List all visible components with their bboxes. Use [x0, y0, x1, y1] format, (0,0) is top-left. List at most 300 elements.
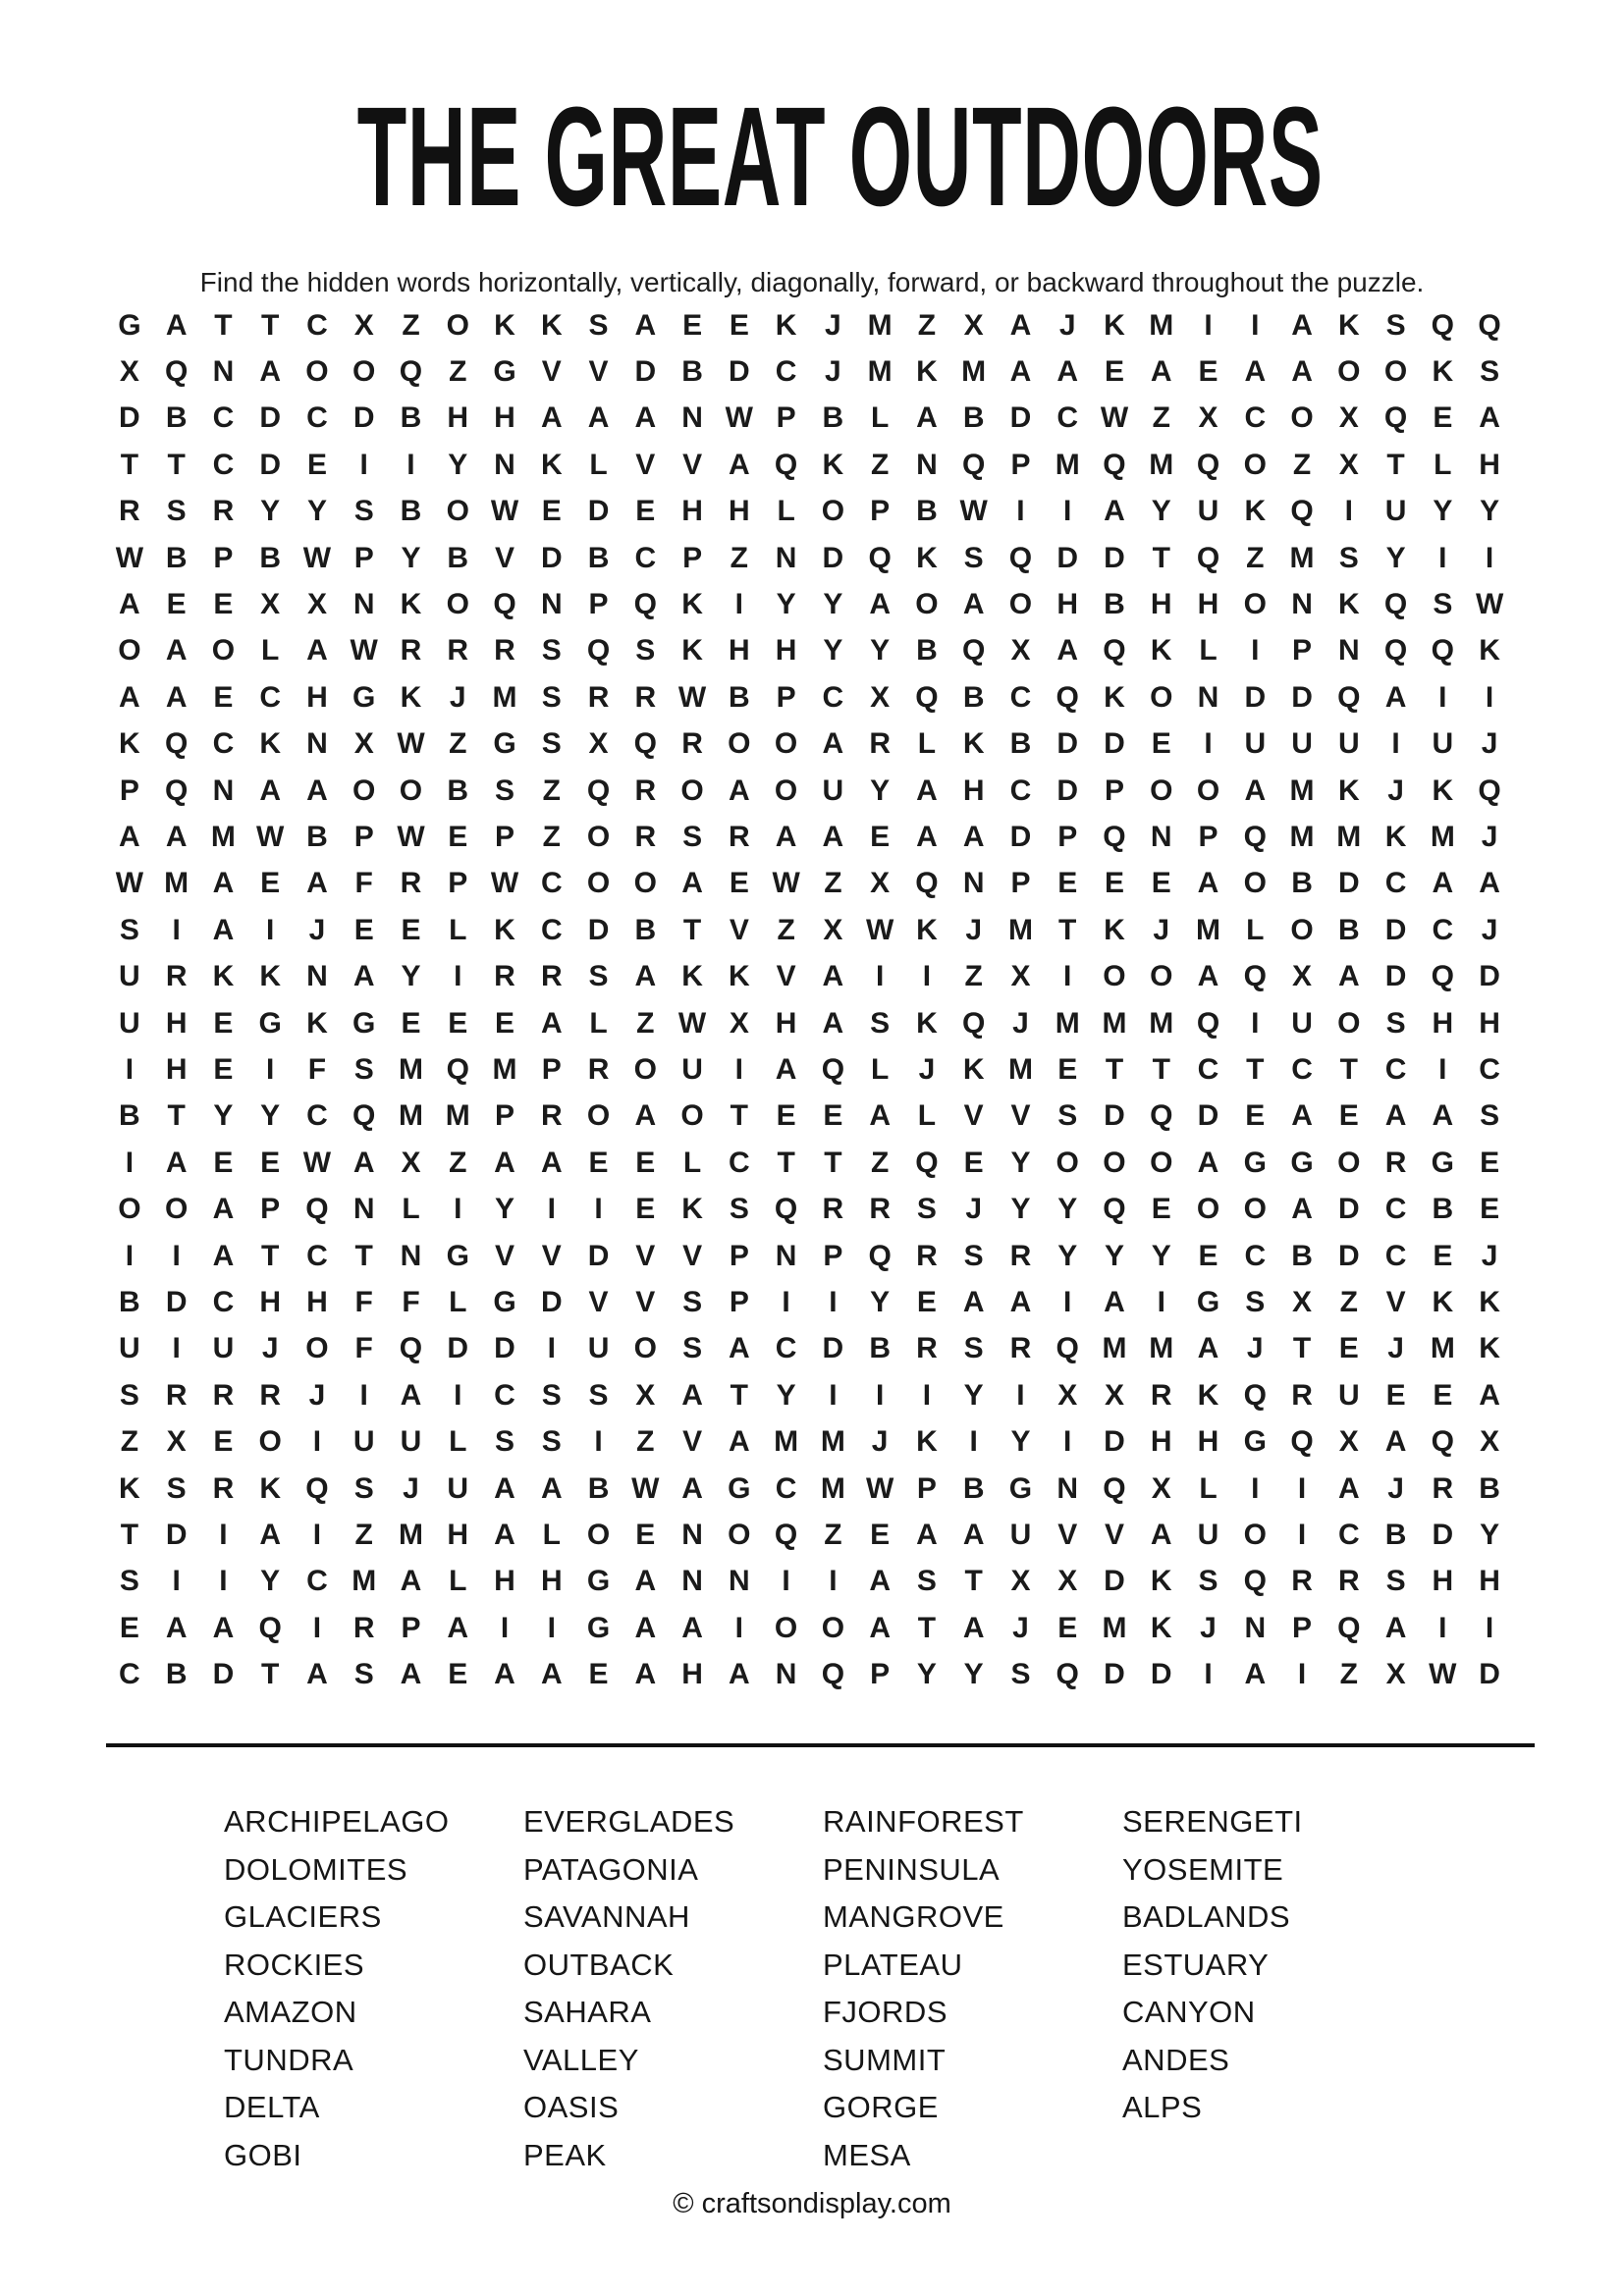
grid-letter: Y [1057, 1193, 1078, 1226]
grid-letter: P [448, 867, 468, 900]
grid-letter: A [119, 680, 140, 714]
grid-letter: C [1384, 1193, 1407, 1226]
grid-letter: A [540, 1006, 563, 1040]
grid-letter: A [306, 774, 328, 807]
grid-letter: O [774, 1611, 798, 1644]
grid-letter: A [681, 1378, 703, 1412]
grid-letter: N [494, 448, 515, 481]
grid-letter: A [1197, 960, 1219, 993]
grid-letter: X [353, 308, 374, 342]
grid-letter: V [729, 913, 749, 946]
grid-letter: M [774, 1425, 799, 1459]
grid-letter: D [822, 541, 844, 574]
grid-letter: Y [306, 495, 327, 528]
grid-letter: H [729, 495, 750, 528]
grid-letter: B [165, 401, 188, 435]
grid-letter: O [1243, 1519, 1267, 1552]
grid-letter: E [213, 1053, 234, 1087]
grid-letter: K [1197, 1378, 1219, 1412]
grid-letter: I [1251, 1006, 1260, 1040]
grid-letter: T [964, 1565, 983, 1598]
grid-letter: X [1385, 1658, 1406, 1691]
grid-letter: A [1150, 1519, 1172, 1552]
grid-letter: A [540, 1471, 563, 1505]
grid-letter: J [825, 308, 841, 342]
grid-letter: L [449, 1565, 467, 1598]
grid-letter: A [259, 355, 282, 389]
grid-letter: A [212, 1611, 235, 1644]
grid-letter: E [963, 1146, 984, 1179]
word-item: ESTUARY [1122, 1947, 1270, 1982]
grid-letter: F [354, 1286, 373, 1319]
grid-letter: D [1056, 774, 1079, 807]
word-item: CANYON [1122, 1995, 1256, 2029]
grid-letter: U [822, 774, 844, 807]
grid-letter: K [1150, 634, 1172, 667]
grid-letter: O [446, 308, 469, 342]
grid-letter: O [399, 774, 423, 807]
grid-letter: Q [1150, 1099, 1173, 1133]
grid-letter: T [682, 913, 702, 946]
grid-letter: V [963, 1099, 984, 1133]
grid-letter: A [634, 308, 657, 342]
grid-letter: H [165, 1053, 188, 1087]
grid-letter: Q [1243, 1378, 1267, 1412]
grid-letter: P [1010, 448, 1031, 481]
grid-letter: A [1009, 308, 1032, 342]
grid-letter: N [1291, 588, 1313, 621]
grid-letter: M [1102, 1332, 1127, 1365]
grid-letter: O [1150, 960, 1173, 993]
grid-letter: Q [586, 774, 611, 807]
grid-letter: I [782, 1565, 790, 1598]
grid-letter: H [1479, 448, 1500, 481]
grid-letter: E [635, 1519, 656, 1552]
grid-letter: P [495, 1099, 515, 1133]
grid-letter: K [1104, 913, 1125, 946]
grid-letter: B [1291, 867, 1313, 900]
grid-letter: E [823, 1099, 843, 1133]
grid-letter: H [1150, 588, 1172, 621]
grid-letter: Y [1151, 495, 1171, 528]
grid-letter: O [728, 727, 751, 761]
grid-letter: H [1197, 1425, 1219, 1459]
grid-letter: U [1244, 727, 1267, 761]
grid-letter: A [916, 821, 938, 854]
word-list-column [523, 1798, 734, 2179]
grid-letter: X [1198, 401, 1218, 435]
grid-letter: T [1292, 1332, 1312, 1365]
grid-letter: O [305, 355, 329, 389]
grid-letter: A [822, 727, 844, 761]
grid-letter: Z [542, 821, 561, 854]
grid-letter: D [634, 355, 657, 389]
grid-letter: E [448, 1006, 468, 1040]
grid-letter: W [302, 1146, 332, 1179]
grid-letter: D [1104, 1099, 1125, 1133]
grid-letter: V [588, 355, 609, 389]
grid-letter: I [219, 1519, 228, 1552]
grid-letter: R [634, 680, 657, 714]
grid-letter: D [1009, 821, 1032, 854]
grid-letter: T [824, 1146, 842, 1179]
grid-letter: U [1009, 1519, 1032, 1552]
grid-letter: X [635, 1378, 656, 1412]
grid-letter: A [306, 867, 328, 900]
grid-letter: D [1479, 1658, 1500, 1691]
grid-letter: X [401, 1146, 421, 1179]
grid-letter: K [494, 308, 515, 342]
grid-letter: E [1433, 401, 1453, 435]
grid-letter: V [635, 1239, 656, 1272]
grid-letter: J [308, 1378, 326, 1412]
grid-letter: N [1337, 634, 1360, 667]
grid-letter: V [682, 1425, 703, 1459]
grid-letter: E [1057, 867, 1078, 900]
grid-letter: S [1385, 308, 1406, 342]
word-item: ROCKIES [224, 1947, 365, 1982]
grid-letter: E [1338, 1099, 1359, 1133]
grid-letter: P [1104, 774, 1124, 807]
grid-letter: K [916, 1006, 938, 1040]
grid-letter: K [1479, 634, 1500, 667]
grid-letter: I [734, 1611, 743, 1644]
grid-letter: A [962, 821, 985, 854]
grid-letter: R [869, 1193, 891, 1226]
grid-letter: R [165, 1378, 188, 1412]
grid-letter: E [213, 1425, 234, 1459]
grid-letter: X [1010, 1565, 1031, 1598]
grid-letter: B [447, 774, 469, 807]
grid-letter: Z [1246, 541, 1265, 574]
grid-letter: A [775, 821, 797, 854]
grid-letter: R [1009, 1239, 1032, 1272]
grid-letter: I [875, 1378, 885, 1412]
grid-letter: I [1063, 1425, 1072, 1459]
grid-letter: H [729, 634, 750, 667]
grid-letter: D [540, 541, 563, 574]
grid-letter: I [312, 1425, 322, 1459]
word-item: YOSEMITE [1122, 1851, 1284, 1887]
grid-letter: A [1479, 867, 1500, 900]
grid-letter: Y [1385, 541, 1406, 574]
grid-letter: M [1149, 448, 1174, 481]
grid-letter: U [1197, 495, 1219, 528]
grid-letter: L [449, 1286, 467, 1319]
grid-letter: K [1432, 774, 1454, 807]
grid-letter: R [352, 1611, 375, 1644]
grid-letter: I [875, 960, 885, 993]
grid-letter: S [541, 727, 562, 761]
grid-letter: E [260, 1146, 281, 1179]
grid-letter: Z [402, 308, 420, 342]
grid-letter: I [500, 1611, 510, 1644]
grid-letter: A [729, 774, 750, 807]
grid-letter: Z [870, 1146, 890, 1179]
grid-letter: A [1104, 495, 1125, 528]
grid-letter: N [681, 1565, 703, 1598]
grid-letter: Q [1103, 1471, 1126, 1505]
grid-letter: H [165, 1006, 188, 1040]
grid-letter: C [634, 541, 657, 574]
grid-letter: S [588, 960, 609, 993]
grid-letter: B [962, 401, 985, 435]
grid-letter: D [587, 495, 610, 528]
grid-letter: L [449, 913, 467, 946]
word-item: TUNDRA [224, 2042, 354, 2077]
grid-letter: K [1104, 680, 1125, 714]
grid-letter: Q [1383, 634, 1408, 667]
grid-letter: P [260, 1193, 281, 1226]
grid-letter: L [1199, 634, 1218, 667]
grid-letter: T [167, 1099, 186, 1133]
grid-letter: Z [120, 1425, 139, 1459]
grid-letter: L [777, 495, 795, 528]
grid-letter: H [1056, 588, 1079, 621]
grid-letter: A [634, 401, 657, 435]
grid-letter: R [681, 727, 703, 761]
grid-letter: R [447, 634, 469, 667]
grid-letter: N [306, 960, 328, 993]
grid-letter: B [119, 1286, 140, 1319]
grid-letter: B [681, 355, 703, 389]
grid-letter: L [589, 448, 608, 481]
grid-letter: H [540, 1565, 563, 1598]
grid-letter: S [119, 1565, 139, 1598]
grid-letter: Y [260, 1565, 281, 1598]
grid-letter: H [1432, 1006, 1454, 1040]
grid-letter: A [634, 1565, 657, 1598]
grid-letter: O [633, 1332, 657, 1365]
grid-letter: O [1008, 588, 1033, 621]
grid-letter: Y [1480, 495, 1500, 528]
grid-letter: M [398, 1099, 423, 1133]
grid-letter: O [774, 727, 798, 761]
grid-letter: E [213, 680, 234, 714]
grid-letter: W [1475, 588, 1504, 621]
grid-letter: S [541, 1378, 562, 1412]
grid-letter: O [680, 1099, 704, 1133]
grid-letter: Q [1196, 541, 1220, 574]
grid-letter: A [916, 774, 938, 807]
grid-letter: M [1007, 913, 1033, 946]
grid-letter: B [634, 913, 657, 946]
word-item: EVERGLADES [523, 1804, 735, 1839]
grid-letter: Q [821, 1053, 845, 1087]
grid-letter: C [494, 1378, 515, 1412]
grid-letter: Q [1383, 401, 1408, 435]
grid-letter: R [1337, 1565, 1360, 1598]
word-list-column [224, 1798, 449, 2179]
grid-letter: A [1384, 1099, 1407, 1133]
grid-letter: D [587, 1239, 610, 1272]
grid-letter: Y [448, 448, 468, 481]
grid-letter: I [359, 1378, 368, 1412]
grid-letter: O [774, 774, 798, 807]
grid-letter: I [1485, 1611, 1494, 1644]
grid-letter: M [398, 1053, 423, 1087]
grid-letter: E [119, 1611, 139, 1644]
grid-letter: F [307, 1053, 327, 1087]
grid-letter: M [1289, 541, 1315, 574]
grid-letter: Z [1339, 1658, 1358, 1691]
grid-letter: A [729, 1658, 750, 1691]
grid-letter: U [119, 1006, 140, 1040]
grid-letter: Z [917, 308, 937, 342]
grid-letter: Y [1480, 1519, 1500, 1552]
grid-letter: C [1197, 1053, 1219, 1087]
grid-letter: A [259, 1519, 282, 1552]
grid-letter: E [729, 867, 749, 900]
grid-letter: O [305, 1332, 329, 1365]
grid-letter: C [306, 1239, 328, 1272]
grid-letter: I [172, 913, 181, 946]
grid-letter: A [540, 401, 563, 435]
grid-letter: O [1150, 774, 1173, 807]
grid-letter: S [353, 1471, 374, 1505]
grid-letter: A [962, 1611, 985, 1644]
grid-letter: N [681, 1519, 703, 1552]
grid-letter: I [1204, 1658, 1213, 1691]
grid-letter: X [1338, 448, 1359, 481]
grid-letter: Q [962, 448, 986, 481]
grid-letter: Z [542, 774, 561, 807]
grid-letter: O [258, 1425, 282, 1459]
grid-letter: O [586, 1099, 611, 1133]
grid-letter: Y [823, 634, 843, 667]
grid-letter: J [871, 1425, 889, 1459]
grid-letter: I [1344, 495, 1353, 528]
grid-letter: S [682, 821, 703, 854]
grid-letter: O [1196, 1193, 1220, 1226]
grid-letter: M [164, 867, 189, 900]
grid-letter: H [494, 1565, 515, 1598]
grid-letter: C [822, 680, 844, 714]
grid-letter: O [633, 867, 657, 900]
grid-letter: A [1104, 1286, 1125, 1319]
grid-letter: Y [963, 1658, 984, 1691]
grid-letter: P [1057, 821, 1078, 854]
grid-letter: T [120, 1519, 139, 1552]
grid-letter: E [1433, 1239, 1453, 1272]
grid-letter: O [1243, 867, 1267, 900]
grid-letter: M [1102, 1611, 1127, 1644]
grid-letter: D [259, 401, 282, 435]
grid-letter: H [447, 401, 469, 435]
grid-letter: H [775, 1006, 797, 1040]
grid-letter: K [916, 913, 938, 946]
grid-letter: S [1433, 588, 1453, 621]
grid-letter: Q [1103, 448, 1126, 481]
grid-letter: O [1150, 1146, 1173, 1179]
grid-letter: K [729, 960, 750, 993]
grid-letter: W [865, 913, 894, 946]
page-title: THE GREAT OUTDOORS [356, 78, 1324, 236]
grid-letter: E [1338, 1332, 1359, 1365]
grid-letter: N [1197, 680, 1219, 714]
grid-letter: B [165, 541, 188, 574]
grid-letter: Q [774, 1193, 798, 1226]
grid-letter: W [302, 541, 332, 574]
grid-letter: E [448, 821, 468, 854]
grid-letter: J [965, 1193, 983, 1226]
grid-letter: D [1150, 1658, 1172, 1691]
grid-letter: S [588, 1378, 609, 1412]
grid-letter: P [119, 774, 139, 807]
grid-letter: K [1337, 308, 1360, 342]
grid-letter: A [1432, 1099, 1454, 1133]
grid-letter: Q [962, 634, 986, 667]
grid-letter: J [1058, 308, 1076, 342]
grid-letter: A [634, 1658, 657, 1691]
grid-letter: A [1244, 774, 1267, 807]
grid-letter: N [1244, 1611, 1267, 1644]
grid-letter: O [118, 1193, 141, 1226]
grid-letter: Z [1292, 448, 1312, 481]
grid-letter: K [962, 727, 985, 761]
grid-letter: O [821, 495, 845, 528]
grid-letter: I [1063, 495, 1072, 528]
grid-letter: V [1104, 1519, 1124, 1552]
grid-letter: I [312, 1611, 322, 1644]
grid-letter: E [166, 588, 187, 621]
grid-letter: A [1384, 1611, 1407, 1644]
grid-letter: J [1481, 727, 1498, 761]
grid-letter: R [400, 867, 422, 900]
word-list-column [823, 1798, 1024, 2179]
grid-letter: X [1151, 1471, 1171, 1505]
grid-letter: Y [1010, 1193, 1031, 1226]
grid-letter: I [594, 1193, 603, 1226]
word-item: SAVANNAH [523, 1899, 690, 1934]
grid-letter: N [916, 448, 938, 481]
grid-letter: T [730, 1099, 748, 1133]
grid-letter: I [219, 1565, 228, 1598]
grid-letter: S [916, 1565, 937, 1598]
grid-letter: R [212, 495, 235, 528]
grid-letter: Z [449, 355, 467, 389]
grid-letter: J [403, 1471, 419, 1505]
grid-letter: D [1384, 913, 1407, 946]
grid-letter: Q [633, 727, 657, 761]
grid-letter: B [587, 1471, 610, 1505]
grid-letter: Z [730, 541, 748, 574]
grid-letter: C [1009, 774, 1032, 807]
grid-letter: T [1058, 913, 1077, 946]
grid-letter: H [447, 1519, 469, 1552]
grid-letter: Q [1243, 960, 1267, 993]
instruction-text: Find the hidden words horizontally, vertically, diagonally, forward, or backward throughout the puzzle. [199, 267, 1425, 297]
grid-letter: O [446, 495, 469, 528]
grid-letter: Y [870, 1286, 891, 1319]
grid-letter: L [1199, 1471, 1218, 1505]
grid-letter: C [1432, 913, 1454, 946]
grid-letter: K [1337, 588, 1360, 621]
grid-letter: X [1057, 1378, 1078, 1412]
grid-letter: W [631, 1471, 660, 1505]
grid-letter: C [306, 401, 328, 435]
grid-letter: W [490, 867, 519, 900]
grid-letter: Y [1104, 1239, 1124, 1272]
grid-letter: Q [915, 867, 939, 900]
grid-letter: R [822, 1193, 844, 1226]
grid-letter: J [1387, 1471, 1404, 1505]
grid-letter: D [352, 401, 375, 435]
grid-letter: I [406, 448, 415, 481]
grid-letter: M [445, 1099, 470, 1133]
grid-letter: R [212, 1378, 235, 1412]
grid-letter: I [1391, 727, 1400, 761]
